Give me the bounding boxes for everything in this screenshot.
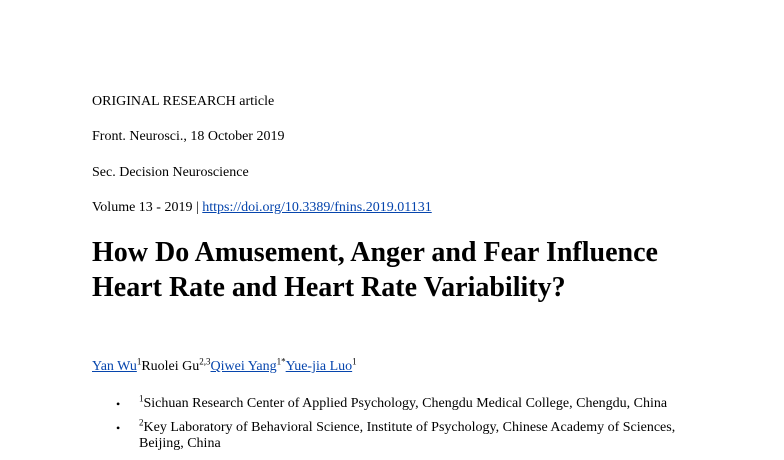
doi-link[interactable]: https://doi.org/10.3389/fnins.2019.01131 [202, 200, 432, 215]
bullet-icon: • [116, 421, 121, 435]
author-affiliation-mark: 1 [352, 356, 357, 367]
author-link[interactable]: Qiwei Yang [210, 359, 277, 374]
article-type: ORIGINAL RESEARCH article [92, 94, 275, 109]
volume-line [92, 200, 432, 216]
affiliation-item [0, 417, 699, 452]
author-link[interactable]: Yan Wu [92, 359, 137, 374]
bullet-icon: • [116, 397, 121, 411]
author-link[interactable]: Yue-jia Luo [285, 359, 353, 374]
affiliation-text: Key Laboratory of Behavioral Science, Institute of Psychology, Chinese Academy of Sciences, Beijing, China [139, 420, 676, 451]
volume-text: Volume 13 - 2019 | [92, 200, 203, 215]
author-list [92, 356, 357, 375]
author-name: Ruolei Gu [141, 359, 200, 374]
affiliation-text: Sichuan Research Center of Applied Psychology, Chengdu Medical College, Chengdu, China [143, 396, 668, 411]
paper-title: How Do Amusement, Anger and Fear Influence Heart Rate and Heart Rate Variability? [92, 237, 658, 303]
affiliation-list [0, 393, 699, 460]
affiliation-item [0, 393, 699, 412]
author-affiliation-mark: 2,3 [199, 356, 211, 367]
affiliation-mark: 1 [139, 393, 144, 404]
author-affiliation-mark: 1 [136, 356, 142, 367]
section-label: Sec. Decision Neuroscience [92, 165, 249, 180]
affiliation-mark: 2 [139, 417, 144, 428]
author-affiliation-mark: 1* [276, 356, 286, 367]
journal-date: Front. Neurosci., 18 October 2019 [92, 129, 285, 144]
